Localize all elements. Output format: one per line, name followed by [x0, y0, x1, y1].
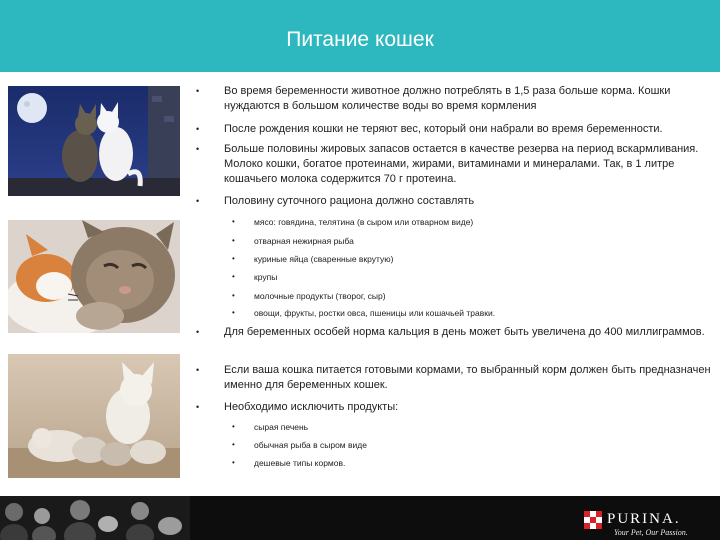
bullet-marker: •	[196, 365, 200, 375]
diet-item-text: отварная нежирная рыба	[254, 236, 354, 246]
diet-item-text: молочные продукты (творог, сыр)	[254, 291, 386, 301]
title-bar	[0, 0, 720, 72]
bullet-marker: •	[232, 254, 235, 263]
bullet-marker: •	[196, 196, 200, 206]
bullet-text: После рождения кошки не теряют вес, который они набрали во время беременности.	[224, 123, 663, 135]
bullet-marker: •	[196, 402, 200, 412]
diet-item-text: куриные яйца (сваренные вкрутую)	[254, 254, 394, 264]
diet-item-text: крупы	[254, 272, 278, 282]
diet-item-text: мясо: говядина, телятина (в сыром или отварном виде)	[254, 217, 474, 227]
bullet-text: Необходимо исключить продукты:	[224, 401, 399, 413]
bullet-marker: •	[196, 144, 200, 154]
excluded-item-text: сырая печень	[254, 422, 309, 432]
bullet-marker: •	[232, 422, 235, 431]
bullet-text: Половину суточного рациона должно составлять	[224, 195, 475, 207]
bullet-text: Во время беременности животное должно потреблять в 1,5 раза больше корма. Кошки нуждаются в большом количестве воды во время кормления	[224, 85, 671, 112]
photo-cats-night	[8, 86, 180, 196]
excluded-item-text: обычная рыба в сыром виде	[254, 440, 367, 450]
footer-photo-people-with-pets	[0, 496, 190, 540]
diet-item-text: овощи, фрукты, ростки овса, пшеницы или кошачьей травки.	[254, 308, 496, 318]
bullet-marker: •	[196, 86, 200, 96]
photo-cat-with-kittens	[8, 354, 180, 478]
photo-cats-closeup	[8, 220, 180, 333]
bullet-text: Если ваша кошка питается готовыми кормами, то выбранный корм должен быть предназначен именно для беременных кошек.	[224, 364, 711, 391]
bullet-marker: •	[196, 327, 200, 337]
bullet-marker: •	[232, 308, 235, 317]
excluded-item-text: дешевые типы кормов.	[254, 458, 346, 468]
bullet-marker: •	[232, 217, 235, 226]
bullet-marker: •	[232, 458, 235, 467]
bullet-marker: •	[196, 124, 200, 134]
bullet-text: Больше половины жировых запасов остается в качестве резерва на период вскармливания. Молоко кошки, богатое протеинами, жирами, витаминами и минералами. Так, в 1 литре кошачьего молока содержится 70 г протеина.	[224, 143, 699, 185]
purina-checkerboard-logo	[584, 511, 602, 529]
page-title: Питание кошек	[286, 28, 434, 51]
bullet-marker: •	[232, 236, 235, 245]
bullet-marker: •	[232, 272, 235, 281]
purina-tagline: Your Pet, Our Passion.	[614, 528, 688, 537]
bullet-marker: •	[232, 291, 235, 300]
purina-brand-name: PURINA.	[607, 511, 681, 527]
bullet-text: Для беременных особей норма кальция в день может быть увеличена до 400 миллиграммов.	[224, 326, 705, 338]
bullet-marker: •	[232, 440, 235, 449]
